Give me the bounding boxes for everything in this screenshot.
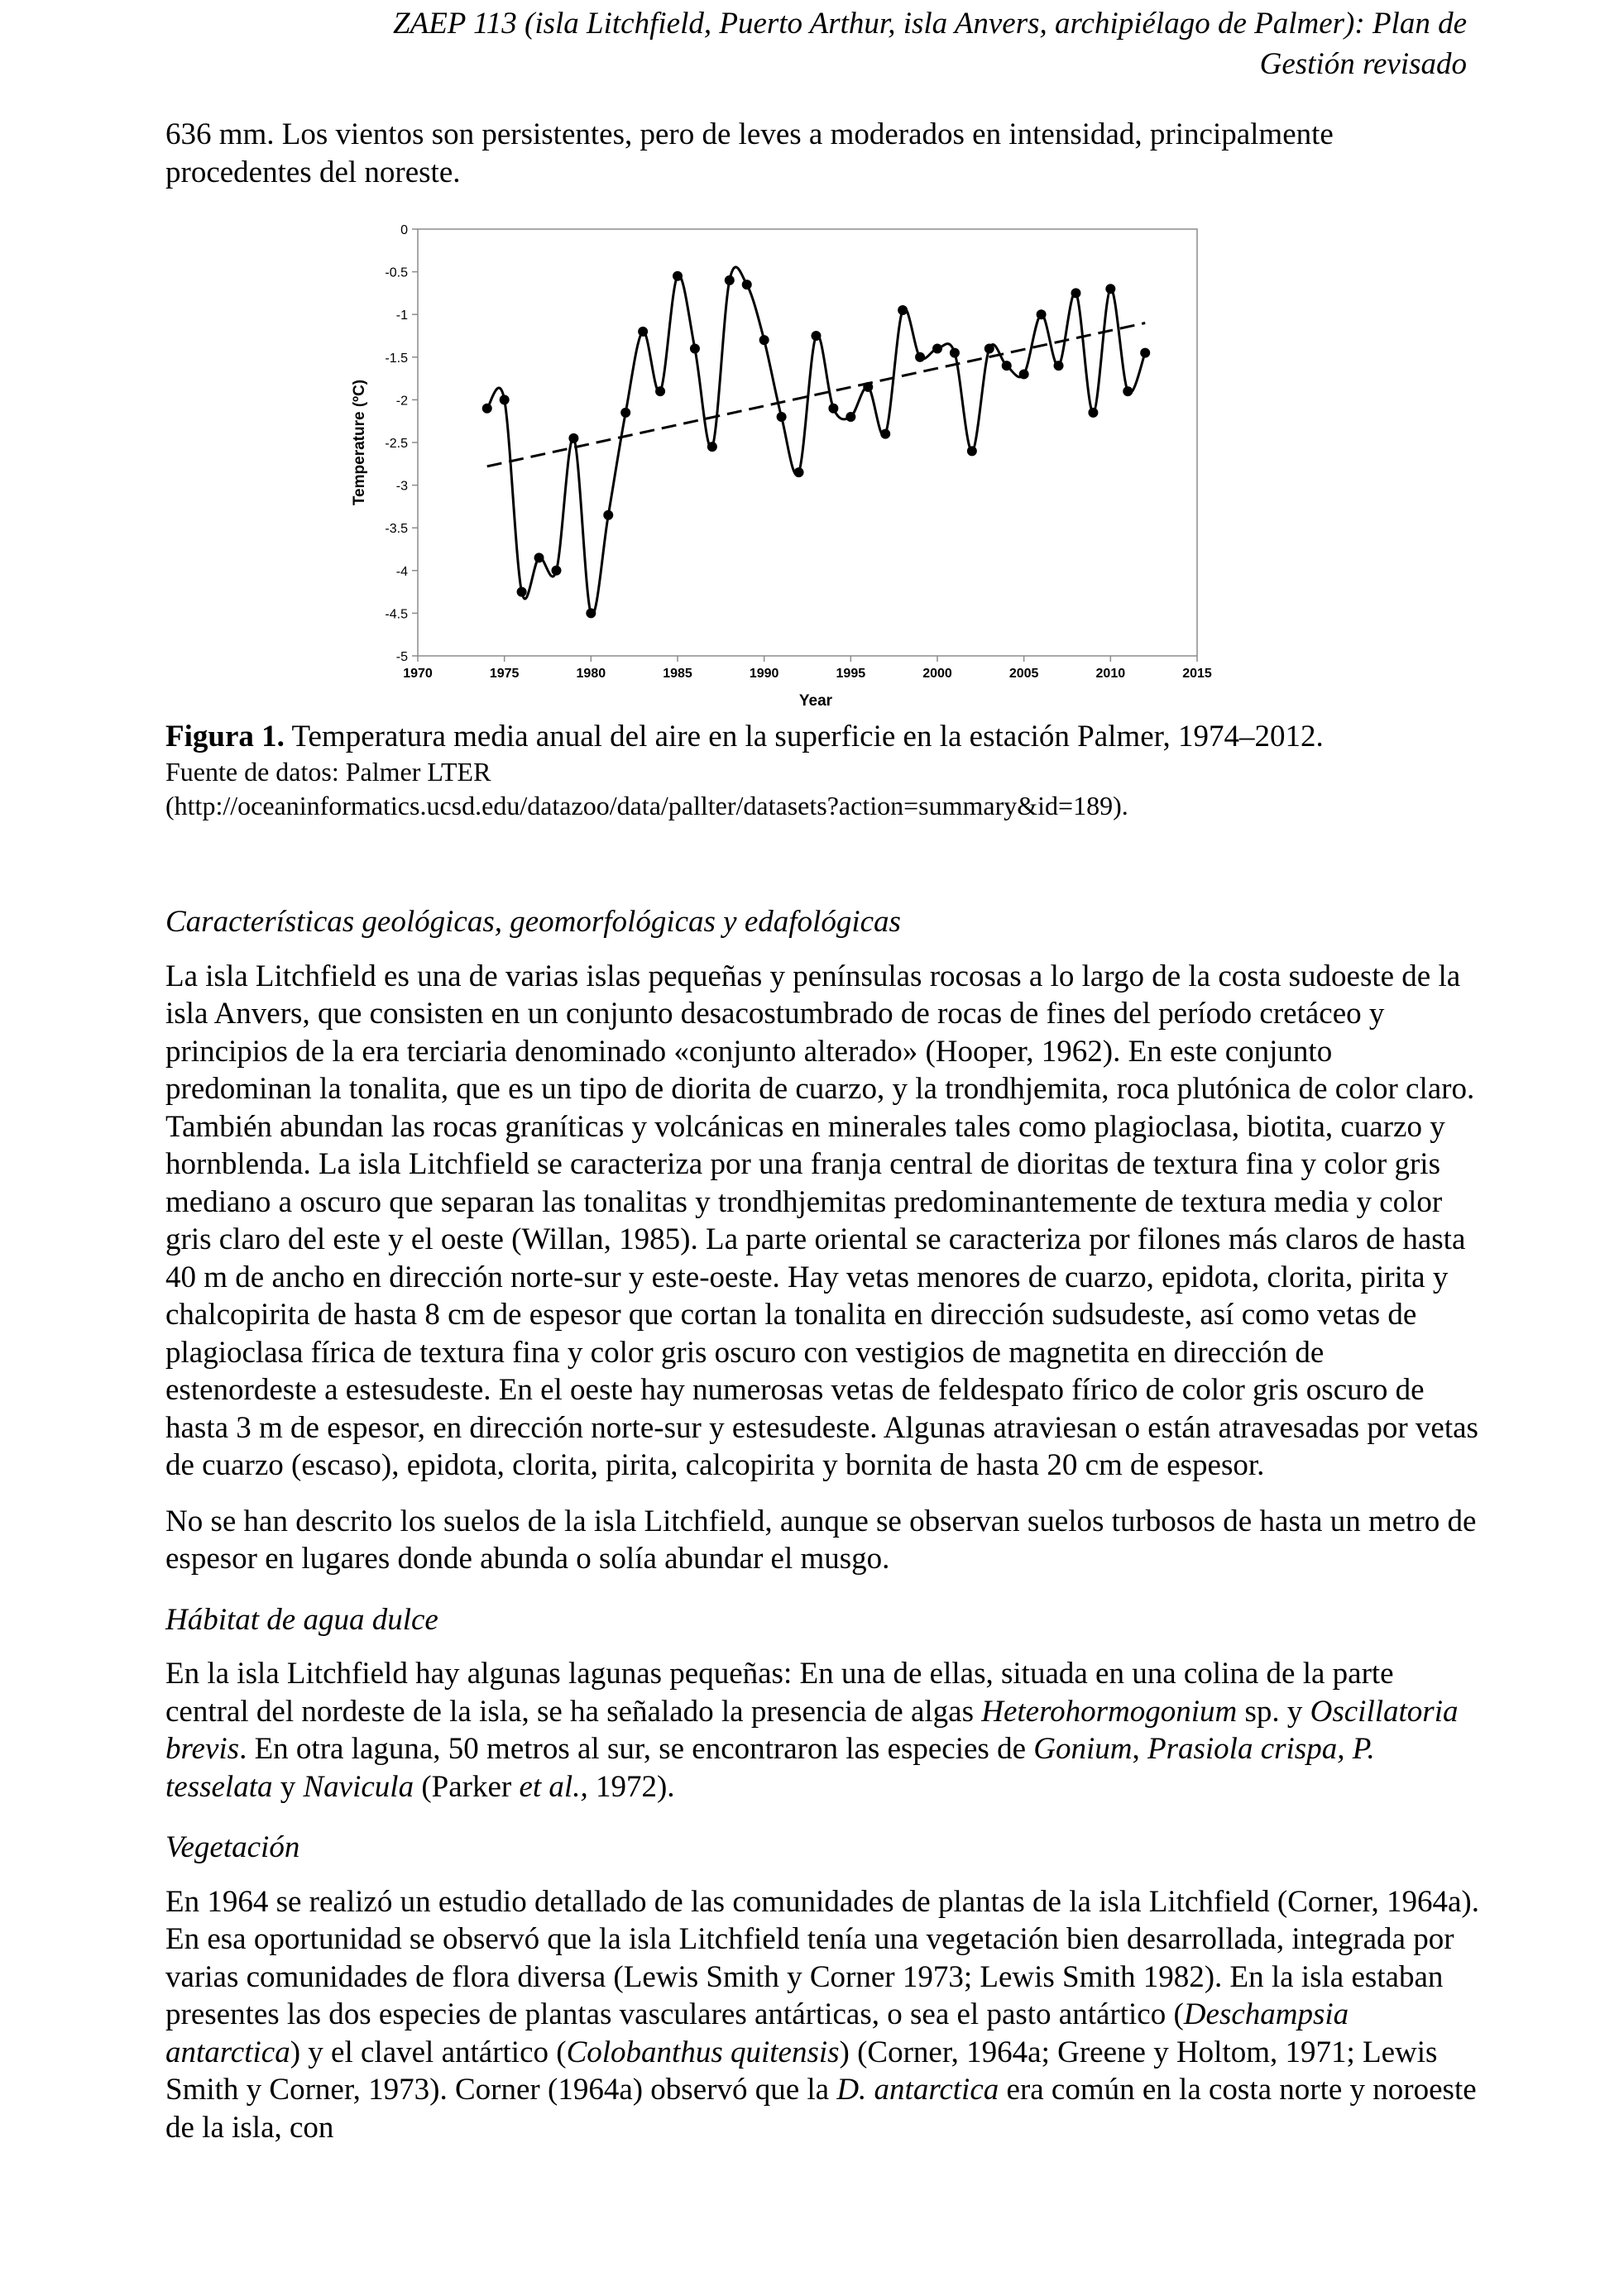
text-run: , — [1132, 1732, 1147, 1766]
freshwater-heading: Hábitat de agua dulce — [165, 1602, 438, 1637]
text-run: sp. y — [1237, 1694, 1310, 1729]
x-tick-label: 1970 — [403, 667, 433, 681]
data-point — [811, 331, 821, 341]
data-point — [655, 386, 665, 396]
running-header — [226, 3, 1467, 84]
text-run: (Parker — [414, 1769, 520, 1804]
data-point — [482, 404, 492, 414]
species-name: Deschampsia antarctica — [165, 1997, 1349, 2069]
y-tick-label: -4.5 — [385, 607, 408, 622]
x-tick-label: 1995 — [836, 667, 866, 681]
species-name: Heterohormogonium — [981, 1694, 1238, 1729]
vegetation-paragraph — [165, 1883, 1481, 2147]
citation-etal: et al., — [519, 1769, 588, 1804]
data-point — [880, 429, 890, 439]
y-tick-label: -3.5 — [385, 522, 408, 537]
x-tick-label: 2010 — [1095, 667, 1126, 681]
data-point — [638, 327, 648, 337]
data-point — [1123, 386, 1133, 396]
y-tick-label: -4 — [395, 564, 408, 579]
header-line-1: ZAEP 113 (isla Litchfield, Puerto Arthur, isla Anvers, archipiélago de Palmer): Plan de — [393, 7, 1467, 41]
species-name: Prasiola crispa, P. tesselata — [165, 1732, 1375, 1804]
data-point — [1002, 361, 1012, 371]
data-point — [932, 343, 942, 353]
data-point — [950, 348, 960, 358]
data-point — [1037, 309, 1047, 319]
x-tick-label: 1990 — [749, 667, 779, 681]
text-run: 1972). — [587, 1769, 675, 1804]
data-point — [915, 352, 925, 362]
data-point — [863, 382, 873, 392]
data-point — [1054, 361, 1064, 371]
x-axis-label: Year — [798, 692, 833, 710]
intro-paragraph: 636 mm. Los vientos son persistentes, pero de leves a moderados en intensidad, principalmente procedentes del noreste. — [165, 117, 1334, 189]
figure-caption — [165, 718, 1489, 823]
data-point — [586, 608, 596, 618]
text-run: era común en la costa norte y noroeste de la isla, con — [165, 2073, 1477, 2145]
text-run: ) (Corner, 1964a; Greene y Holtom, 1971; Lewis Smith y Corner, 1973). Corner (1964a) observó que la — [165, 2035, 1438, 2107]
geology-paragraph-1: La isla Litchfield es una de varias islas pequeñas y penínsulas rocosas a lo largo de la costa sudoeste de la isla Anvers, que consisten en un conjunto desacostumbrado de rocas de fines del período cretáceo y principios de la era terciaria denominado «conjunto alterado» (Hooper, 1962). En este conjunto predominan la tonalita, que es un tipo de diorita de cuarzo, y la trondhjemita, roca plutónica de color claro. También abundan las rocas graníticas y volcánicas en minerales tales como plagioclasa, biotita, cuarzo y hornblenda. La isla Litchfield se caracteriza por una franja central de dioritas de textura fina y color gris mediano a oscuro que separan las tonalitas y trondhjemitas predominantemente de textura media y color gris claro del este y el oeste (Willan, 1985). La parte oriental se caracteriza por filones más claros de hasta 40 m de ancho en dirección norte-sur y este-oeste. Hay vetas menores de cuarzo, epidota, clorita, pirita y chalcopirita de hasta 8 cm de espesor que cortan la tonalita en dirección sudsudeste, así como vetas de plagioclasa fírica de textura fina y color gris oscuro con vestigios de magnetita en dirección de estenordeste a estesudeste. En el oeste hay numerosas vetas de feldespato fírico de color gris oscuro de hasta 3 m de espesor, en dirección norte-sur y estesudeste. Algunas atraviesan o están atravesadas por vetas de cuarzo (escaso), epidota, clorita, pirita, calcopirita y bornita de hasta 20 cm de espesor. — [165, 959, 1478, 1482]
data-point — [1140, 348, 1150, 358]
body-text — [165, 903, 1481, 2164]
geology-heading: Características geológicas, geomorfológicas y edafológicas — [165, 905, 901, 939]
data-point — [1019, 369, 1029, 379]
data-point — [603, 510, 613, 520]
y-tick-label: -1.5 — [385, 351, 408, 366]
data-point — [534, 552, 544, 562]
y-axis-label: Temperature (ºC) — [351, 379, 368, 506]
data-point — [846, 412, 855, 422]
data-point — [690, 343, 700, 353]
caption-source-2: (http://oceaninformatics.ucsd.edu/datazoo/data/pallter/datasets?action=summary&id=189). — [165, 791, 1128, 820]
x-tick-label: 2015 — [1182, 667, 1212, 681]
data-point — [759, 335, 769, 345]
caption-text: Temperatura media anual del aire en la superficie en la estación Palmer, 1974–2012. — [284, 720, 1324, 753]
data-point — [828, 404, 838, 414]
species-name: D. antarctica — [836, 2073, 999, 2107]
header-line-2: Gestión revisado — [1259, 47, 1467, 81]
data-point — [1071, 288, 1080, 298]
text-run: En la isla Litchfield hay algunas lagunas pequeñas: En una de ellas, situada en una colina de la parte central del nordeste de la isla, se ha señalado la presencia de algas — [165, 1657, 1394, 1729]
text-run: En 1964 se realizó un estudio detallado de las comunidades de plantas de la isla Litchfield (Corner, 1964a). En esa oportunidad se observó que la isla Litchfield tenía una vegetación bien desarrollada, integrada por varias comunidades de flora diversa (Lewis Smith y Corner 1973; Lewis Smith 1982). En la isla estaban presentes las dos especies de plantas vasculares antárticas, o sea el pasto antártico ( — [165, 1884, 1480, 2031]
species-name: Gonium — [1033, 1732, 1133, 1766]
species-name: Colobanthus quitensis — [566, 2035, 840, 2069]
x-tick-label: 2000 — [922, 667, 952, 681]
y-tick-label: -3 — [395, 479, 408, 494]
data-point — [1088, 408, 1098, 418]
data-point — [673, 271, 683, 281]
y-tick-label: -5 — [395, 650, 408, 664]
caption-source-1: Fuente de datos: Palmer LTER — [165, 757, 491, 787]
y-tick-label: -2 — [395, 394, 408, 409]
x-tick-label: 1985 — [663, 667, 692, 681]
x-tick-label: 1980 — [576, 667, 606, 681]
data-point — [794, 467, 804, 477]
geology-paragraph-2: No se han descrito los suelos de la isla Litchfield, aunque se observan suelos turbosos de hasta un metro de espesor en lugares donde abunda o solía abundar el musgo. — [165, 1504, 1477, 1576]
text-run: ) y el clavel antártico ( — [290, 2035, 567, 2069]
data-point — [777, 412, 787, 422]
x-axis — [403, 656, 1212, 681]
caption-label: Figura 1. — [165, 720, 285, 753]
temperature-chart — [339, 211, 1274, 715]
y-tick-label: 0 — [400, 223, 408, 237]
data-point — [742, 280, 752, 289]
data-point — [1105, 284, 1115, 294]
data-point — [500, 395, 510, 404]
data-point — [551, 566, 561, 576]
x-tick-label: 2005 — [1008, 667, 1039, 681]
data-point — [568, 433, 578, 443]
data-point — [725, 275, 735, 285]
y-tick-label: -0.5 — [385, 265, 408, 280]
data-point — [984, 343, 994, 353]
data-point — [707, 442, 717, 452]
species-name: Oscillatoria brevis — [165, 1694, 1459, 1766]
species-name: Navicula — [303, 1769, 414, 1804]
vegetation-heading: Vegetación — [165, 1830, 300, 1864]
data-point — [517, 587, 527, 597]
y-tick-label: -1 — [395, 309, 408, 323]
data-point — [898, 305, 908, 315]
text-run: y — [272, 1769, 304, 1804]
data-point — [620, 408, 630, 418]
freshwater-paragraph — [165, 1655, 1481, 1806]
text-run: . En otra laguna, 50 metros al sur, se encontraron las especies de — [239, 1732, 1034, 1766]
y-tick-label: -2.5 — [385, 437, 408, 451]
data-point — [967, 446, 977, 456]
x-tick-label: 1975 — [489, 667, 520, 681]
caption-main — [165, 718, 1489, 755]
y-axis — [385, 223, 418, 664]
